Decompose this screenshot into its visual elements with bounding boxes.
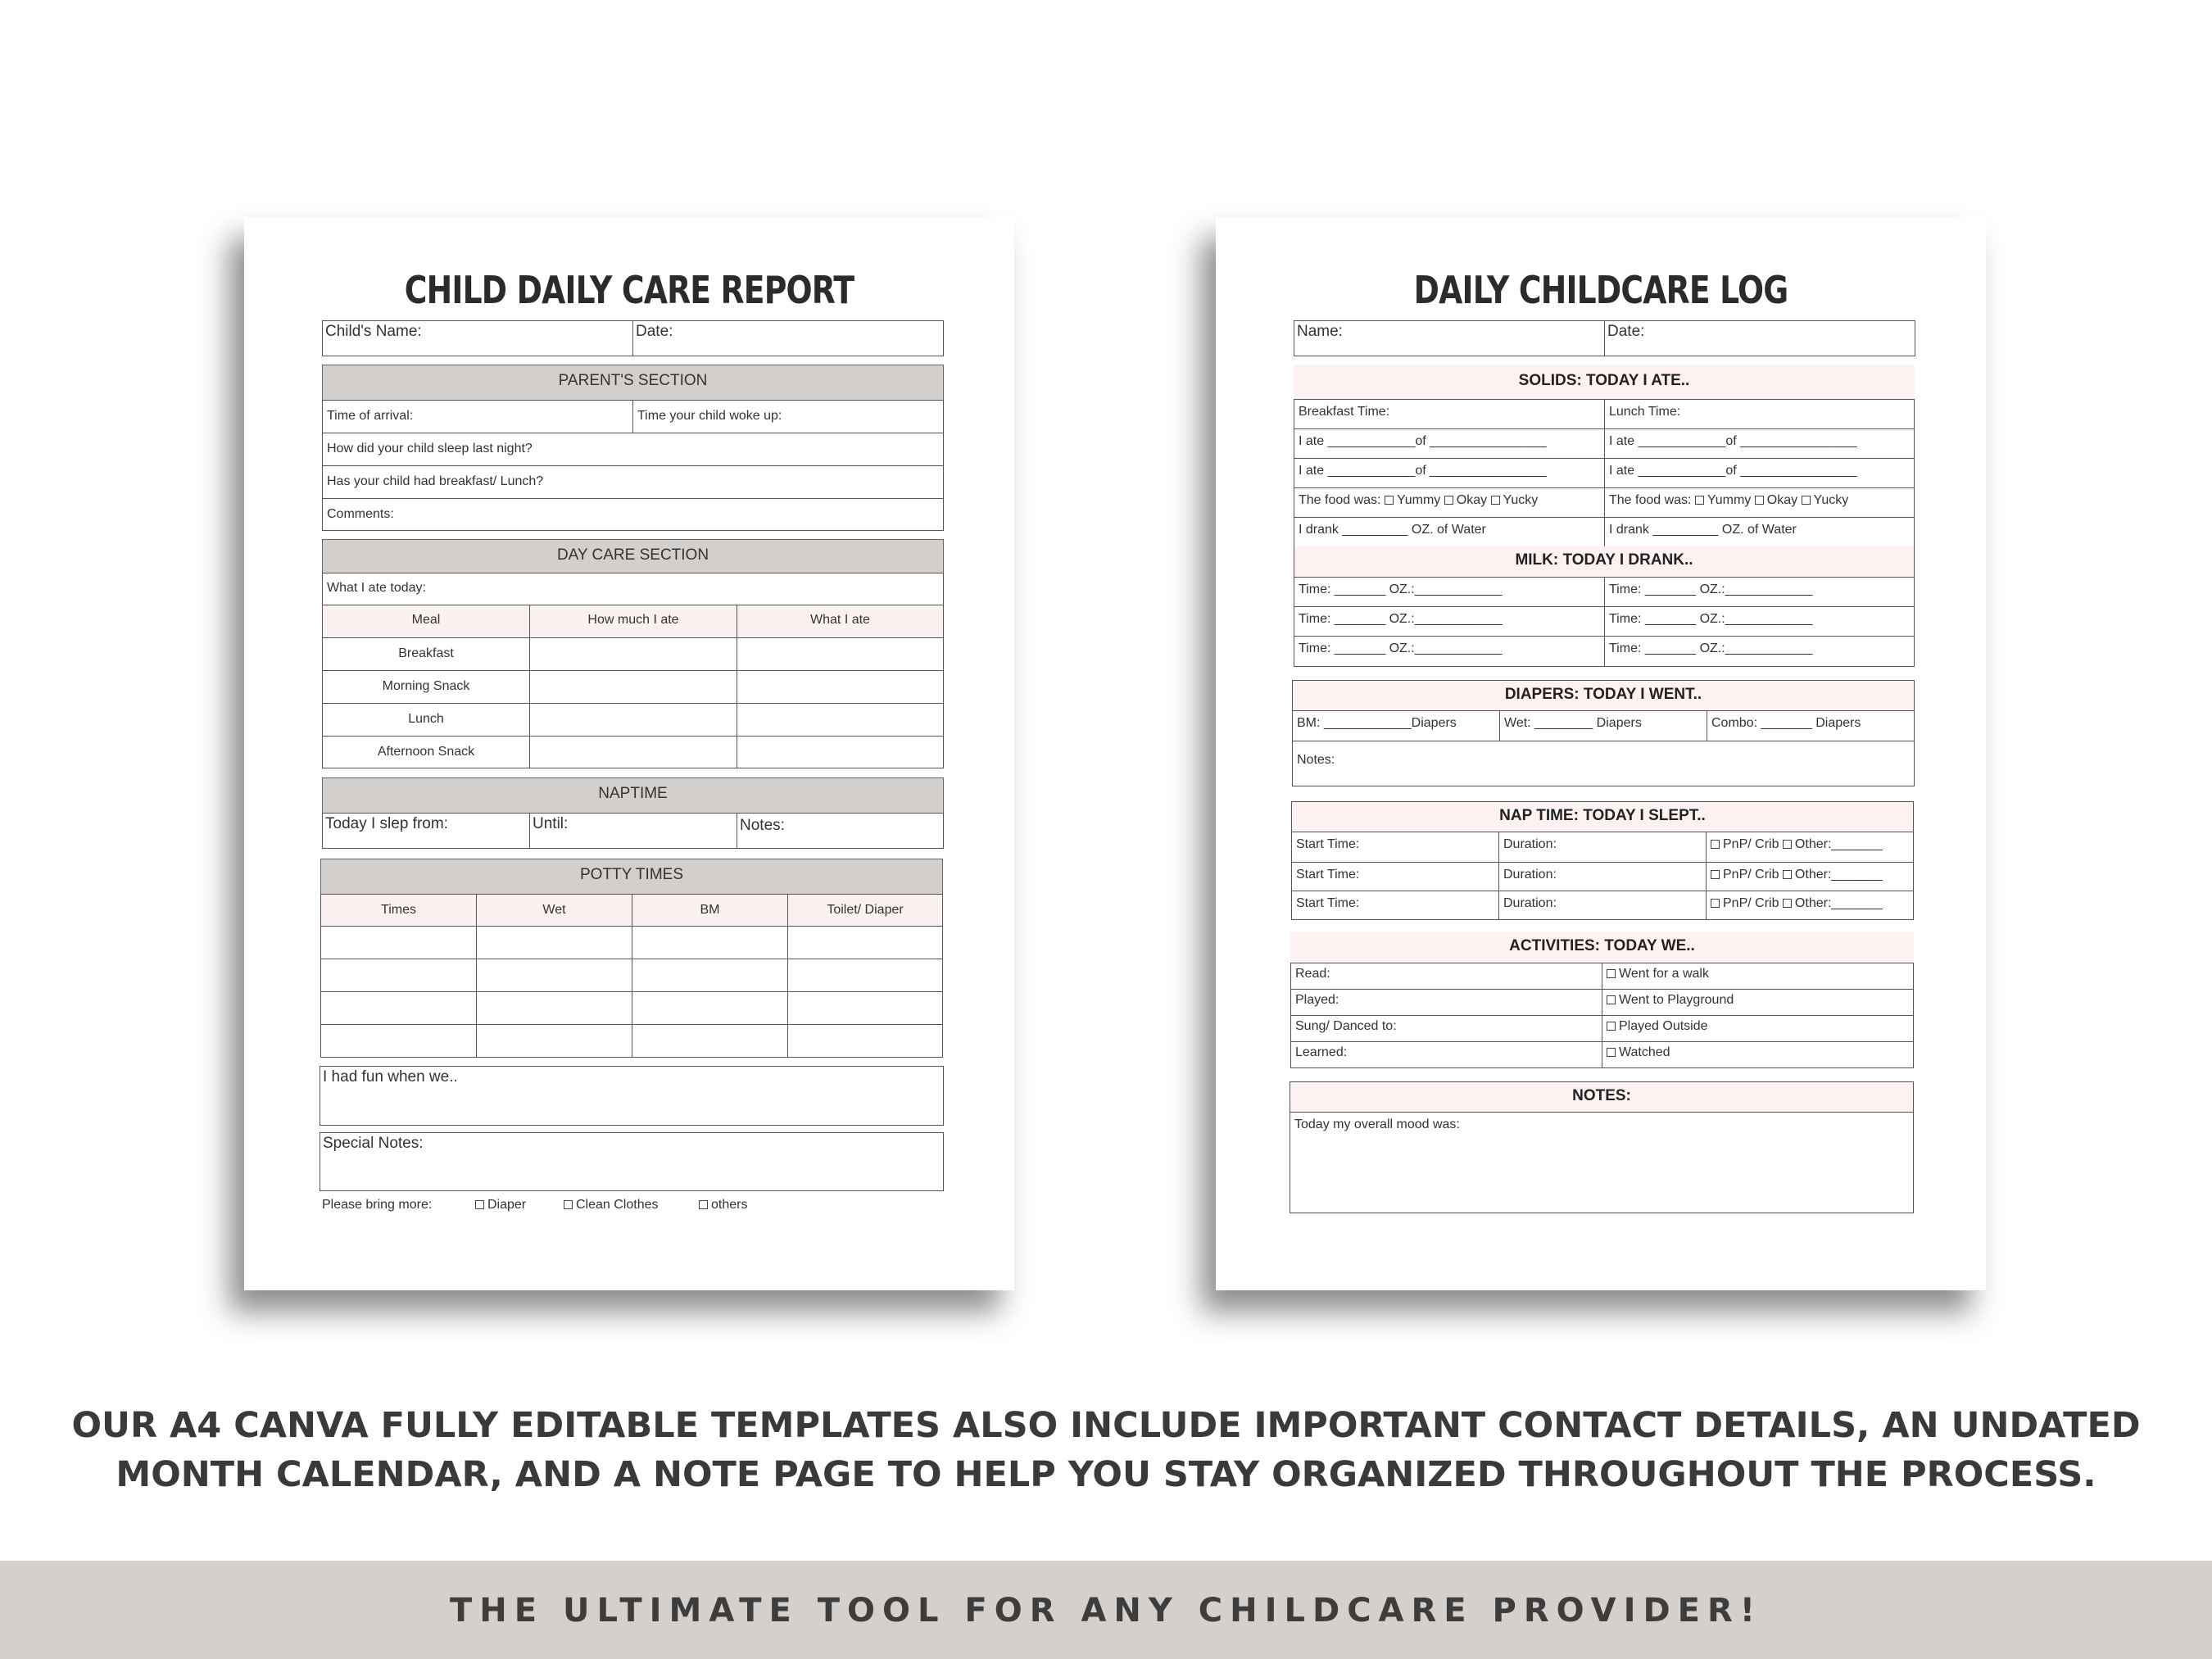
caption-line-2: MONTH CALENDAR, AND A NOTE PAGE TO HELP YOU STAY ORGANIZED THROUGHOUT THE PROCESS.: [116, 1454, 2096, 1495]
potty-times-header: POTTY TIMES: [320, 859, 943, 895]
until-field[interactable]: Until:: [529, 813, 737, 849]
nap-location-row[interactable]: [1706, 891, 1914, 920]
checkbox-icon[interactable]: [1444, 496, 1453, 505]
start-time-field[interactable]: Start Time:: [1291, 832, 1499, 863]
others-checkbox[interactable]: [699, 1198, 747, 1213]
i-ate-field[interactable]: I ate ____________of ________________: [1604, 428, 1915, 459]
meal-row-label: Afternoon Snack: [322, 736, 530, 768]
i-drank-field[interactable]: I drank _________ OZ. of Water: [1294, 517, 1605, 547]
yummy-option: Yummy: [1396, 493, 1441, 507]
food-rating-row[interactable]: [1294, 487, 1605, 518]
milk-time-field[interactable]: Time: _______ OZ.:____________: [1604, 606, 1915, 637]
milk-time-field[interactable]: Time: _______ OZ.:____________: [1294, 577, 1605, 607]
activity-option-label: Went for a walk: [1619, 967, 1709, 981]
other-option: Other:_______: [1794, 868, 1883, 882]
food-was-label: The food was:: [1299, 493, 1381, 507]
checkbox-icon: [475, 1200, 484, 1209]
how-much-column-header: How much I ate: [529, 605, 737, 638]
time-woke-up-field[interactable]: Time your child woke up:: [632, 400, 944, 433]
child-daily-care-report-sheet: [244, 217, 1014, 1290]
played-field[interactable]: Played:: [1290, 989, 1602, 1016]
nap-location-row[interactable]: [1706, 832, 1914, 863]
breakfast-question-field[interactable]: Has your child had breakfast/ Lunch?: [322, 465, 944, 499]
meal-row-label: Breakfast: [322, 637, 530, 671]
pnp-crib-option: PnP/ Crib: [1723, 896, 1779, 910]
sleep-question-field[interactable]: How did your child sleep last night?: [322, 433, 944, 466]
combo-field[interactable]: Combo: _______ Diapers: [1707, 710, 1915, 741]
notes-header: NOTES:: [1290, 1081, 1914, 1113]
checkbox-icon[interactable]: [1711, 870, 1720, 879]
milk-header: MILK: TODAY I DRANK..: [1294, 546, 1915, 578]
parents-section-header: PARENT'S SECTION: [322, 365, 944, 401]
wet-column-header: Wet: [476, 894, 632, 927]
date-field[interactable]: Date:: [1604, 320, 1915, 356]
checkbox-icon[interactable]: [1491, 496, 1500, 505]
banner-text: THE ULTIMATE TOOL FOR ANY CHILDCARE PROVIDER!: [449, 1592, 1763, 1630]
yucky-option: Yucky: [1503, 493, 1539, 507]
nap-location-row[interactable]: [1706, 862, 1914, 891]
checkbox-icon[interactable]: [1711, 840, 1720, 849]
start-time-field[interactable]: Start Time:: [1291, 862, 1499, 891]
activity-option-label: Went to Playground: [1619, 993, 1734, 1007]
solids-header: SOLIDS: TODAY I ATE..: [1294, 365, 1915, 400]
i-ate-field[interactable]: I ate ____________of ________________: [1294, 458, 1605, 488]
checkbox-icon[interactable]: [1385, 496, 1394, 505]
special-notes-field[interactable]: Special Notes:: [320, 1132, 944, 1191]
how-much-cell[interactable]: [529, 670, 737, 704]
checkbox-icon[interactable]: [1711, 899, 1720, 908]
diaper-checkbox[interactable]: [475, 1198, 526, 1213]
checkbox-icon[interactable]: [1695, 496, 1704, 505]
wet-field[interactable]: Wet: ________ Diapers: [1499, 710, 1707, 741]
bm-field[interactable]: BM: ____________Diapers: [1292, 710, 1500, 741]
watched-checkbox[interactable]: [1602, 1041, 1914, 1068]
breakfast-time-field[interactable]: Breakfast Time:: [1294, 399, 1605, 429]
how-much-cell[interactable]: [529, 637, 737, 671]
bottom-banner: [0, 1561, 2212, 1659]
duration-field[interactable]: Duration:: [1498, 832, 1707, 863]
diaper-notes-field[interactable]: Notes:: [1292, 741, 1915, 786]
read-field[interactable]: Read:: [1290, 963, 1602, 990]
nap-notes-field[interactable]: Notes:: [737, 813, 944, 849]
meal-row-label: Morning Snack: [322, 670, 530, 704]
activity-option-label: Watched: [1619, 1045, 1670, 1059]
milk-time-field[interactable]: Time: _______ OZ.:____________: [1294, 636, 1605, 667]
played-outside-checkbox[interactable]: [1602, 1015, 1914, 1042]
checkbox-icon[interactable]: [1783, 899, 1792, 908]
other-option: Other:_______: [1794, 837, 1883, 851]
caption-line-1: OUR A4 CANVA FULLY EDITABLE TEMPLATES ALSO INCLUDE IMPORTANT CONTACT DETAILS, AN UNDATED: [71, 1405, 2141, 1446]
date-field[interactable]: Date:: [632, 320, 944, 356]
i-drank-field[interactable]: I drank _________ OZ. of Water: [1604, 517, 1915, 547]
checkbox-icon: [564, 1200, 573, 1209]
clean-clothes-option-label: Clean Clothes: [576, 1198, 659, 1212]
lunch-time-field[interactable]: Lunch Time:: [1604, 399, 1915, 429]
i-ate-field[interactable]: I ate ____________of ________________: [1294, 428, 1605, 459]
milk-time-field[interactable]: Time: _______ OZ.:____________: [1604, 636, 1915, 667]
okay-option: Okay: [1766, 493, 1798, 507]
duration-field[interactable]: Duration:: [1498, 891, 1707, 920]
page-title: DAILY CHILDCARE LOG: [1413, 268, 1788, 312]
meal-column-header: Meal: [322, 605, 530, 638]
what-i-ate-cell[interactable]: [737, 637, 944, 671]
time-of-arrival-field[interactable]: Time of arrival:: [322, 400, 633, 433]
slept-from-field[interactable]: Today I slep from:: [322, 813, 530, 849]
activity-option-label: Played Outside: [1619, 1019, 1708, 1033]
checkbox-icon[interactable]: [1802, 496, 1811, 505]
name-field[interactable]: Name:: [1294, 320, 1605, 356]
toilet-diaper-column-header: Toilet/ Diaper: [787, 894, 943, 927]
activities-header: ACTIVITIES: TODAY WE..: [1290, 932, 1914, 963]
pnp-crib-option: PnP/ Crib: [1723, 868, 1779, 882]
went-for-walk-checkbox[interactable]: [1602, 963, 1914, 990]
learned-field[interactable]: Learned:: [1290, 1041, 1602, 1068]
checkbox-icon: [1607, 995, 1616, 1004]
what-i-ate-cell[interactable]: [737, 670, 944, 704]
other-option: Other:_______: [1794, 896, 1883, 910]
diapers-header: DIAPERS: TODAY I WENT..: [1292, 680, 1915, 711]
food-rating-row[interactable]: [1604, 487, 1915, 518]
sung-danced-field[interactable]: Sung/ Danced to:: [1290, 1015, 1602, 1042]
yucky-option: Yucky: [1813, 493, 1849, 507]
what-i-ate-label: What I ate today:: [322, 573, 944, 605]
page-title: CHILD DAILY CARE REPORT: [404, 268, 854, 312]
checkbox-icon[interactable]: [1783, 870, 1792, 879]
yummy-option: Yummy: [1707, 493, 1752, 507]
times-column-header: Times: [320, 894, 477, 927]
please-bring-more-label: Please bring more:: [322, 1198, 433, 1212]
i-ate-field[interactable]: I ate ____________of ________________: [1604, 458, 1915, 488]
promo-caption: [0, 1401, 2212, 1499]
naptime-header: NAPTIME: [322, 777, 944, 814]
milk-time-field[interactable]: Time: _______ OZ.:____________: [1604, 577, 1915, 607]
childs-name-field[interactable]: Child's Name:: [322, 320, 633, 356]
duration-field[interactable]: Duration:: [1498, 862, 1707, 891]
checkbox-icon[interactable]: [1783, 840, 1792, 849]
meal-row-label: Lunch: [322, 703, 530, 737]
okay-option: Okay: [1456, 493, 1488, 507]
how-much-cell[interactable]: [529, 703, 737, 737]
bm-column-header: BM: [632, 894, 788, 927]
went-to-playground-checkbox[interactable]: [1602, 989, 1914, 1016]
what-i-ate-cell[interactable]: [737, 736, 944, 768]
milk-time-field[interactable]: Time: _______ OZ.:____________: [1294, 606, 1605, 637]
others-option-label: others: [711, 1198, 748, 1212]
checkbox-icon: [1607, 969, 1616, 978]
what-i-ate-cell[interactable]: [737, 703, 944, 737]
pnp-crib-option: PnP/ Crib: [1723, 837, 1779, 851]
had-fun-field[interactable]: I had fun when we..: [320, 1066, 944, 1126]
checkbox-icon: [1607, 1022, 1616, 1031]
checkbox-icon[interactable]: [1755, 496, 1764, 505]
overall-mood-field[interactable]: Today my overall mood was:: [1290, 1112, 1914, 1213]
diaper-option-label: Diaper: [487, 1198, 527, 1212]
comments-field[interactable]: Comments:: [322, 498, 944, 531]
potty-times-grid[interactable]: [320, 926, 943, 1058]
checkbox-icon: [1607, 1048, 1616, 1057]
nap-time-header: NAP TIME: TODAY I SLEPT..: [1291, 801, 1914, 832]
how-much-cell[interactable]: [529, 736, 737, 768]
food-was-label: The food was:: [1609, 493, 1692, 507]
checkbox-icon: [699, 1200, 708, 1209]
daily-childcare-log-sheet: [1216, 217, 1986, 1290]
clean-clothes-checkbox[interactable]: [564, 1198, 659, 1213]
start-time-field[interactable]: Start Time:: [1291, 891, 1499, 920]
what-i-ate-column-header: What I ate: [737, 605, 944, 638]
day-care-section-header: DAY CARE SECTION: [322, 539, 944, 573]
